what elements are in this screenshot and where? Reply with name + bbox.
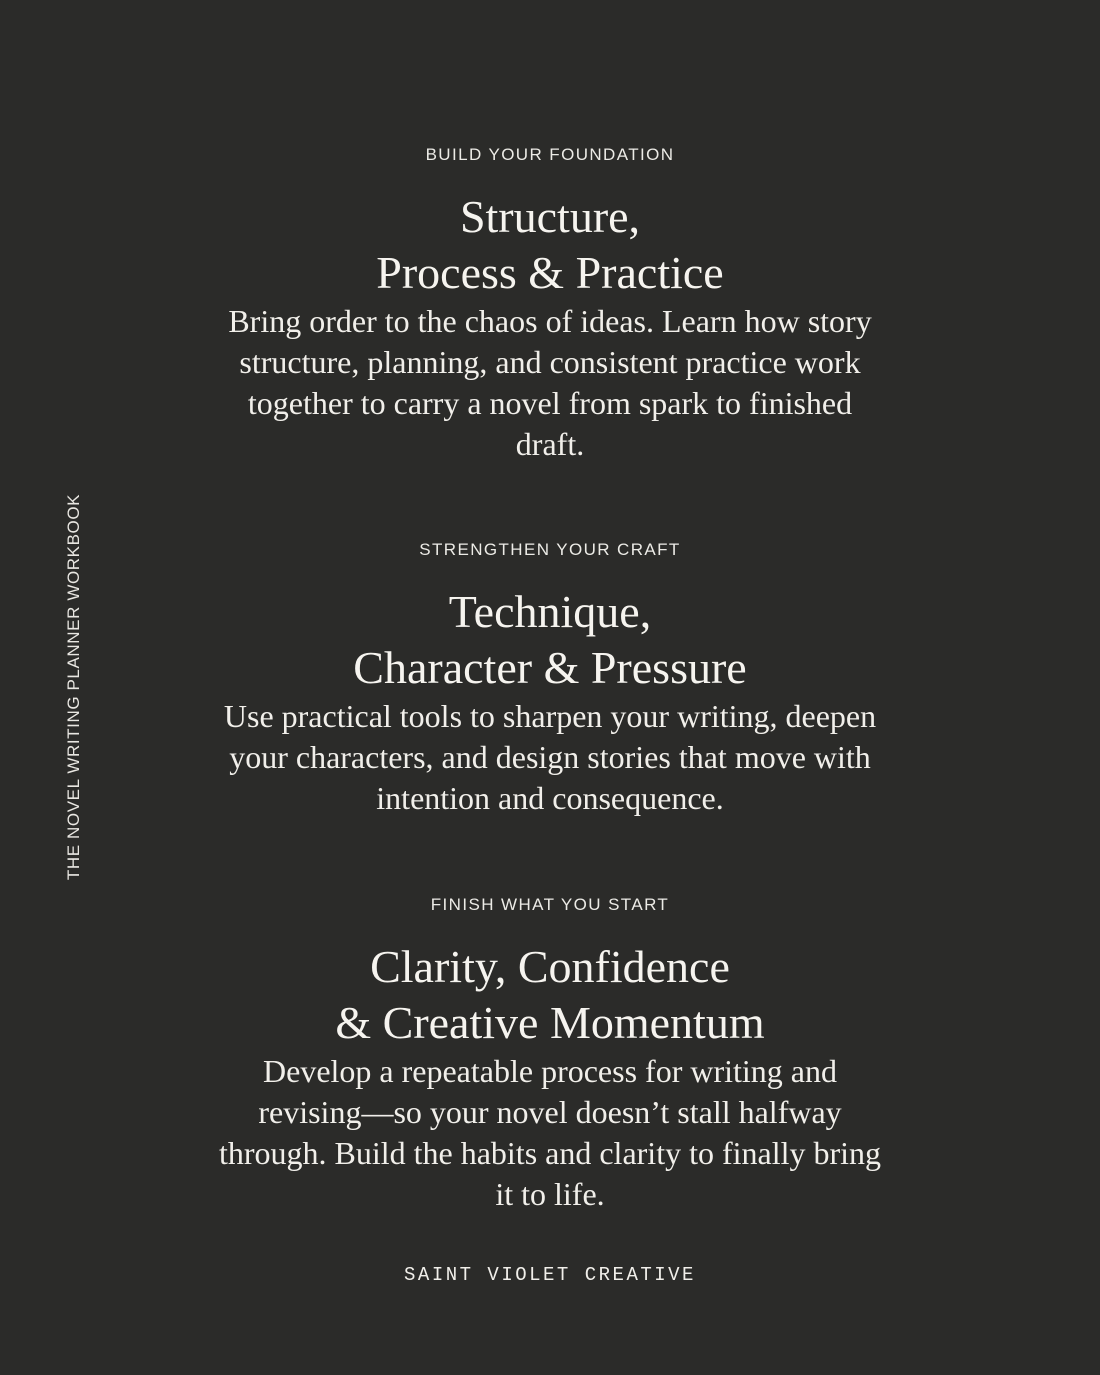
section-body: Bring order to the chaos of ideas. Learn how story structure, planning, and consistent practice work together to carry a novel from spark to finished draft. <box>228 303 872 462</box>
section-heading-line2: Character & Pressure <box>353 642 747 693</box>
section-heading-line2: Process & Practice <box>376 247 724 298</box>
section-body: Develop a repeatable process for writing and revising—so your novel doesn’t stall halfway through. Build the habits and clarity to finally bring it to life. <box>218 1053 882 1212</box>
section-heading-line1: Technique, <box>448 586 652 637</box>
section-kicker: BUILD YOUR FOUNDATION <box>425 145 675 164</box>
section-heading-line1: Structure, <box>459 191 641 242</box>
section-foundation <box>0 145 1100 465</box>
section-kicker: FINISH WHAT YOU START <box>430 895 670 914</box>
section-finish <box>0 895 1100 1215</box>
section-craft <box>0 540 1100 819</box>
section-heading-line2: & Creative Momentum <box>335 997 765 1048</box>
section-heading <box>0 189 1100 301</box>
side-title: THE NOVEL WRITING PLANNER WORKBOOK <box>64 493 83 881</box>
section-kicker: STRENGTHEN YOUR CRAFT <box>419 540 681 559</box>
brand-name: SAINT VIOLET CREATIVE <box>404 1264 696 1286</box>
section-heading <box>0 584 1100 696</box>
section-body: Use practical tools to sharpen your writing, deepen your characters, and design stories that move with intention and consequence. <box>223 698 877 816</box>
section-heading <box>0 939 1100 1051</box>
section-heading-line1: Clarity, Confidence <box>370 941 730 992</box>
